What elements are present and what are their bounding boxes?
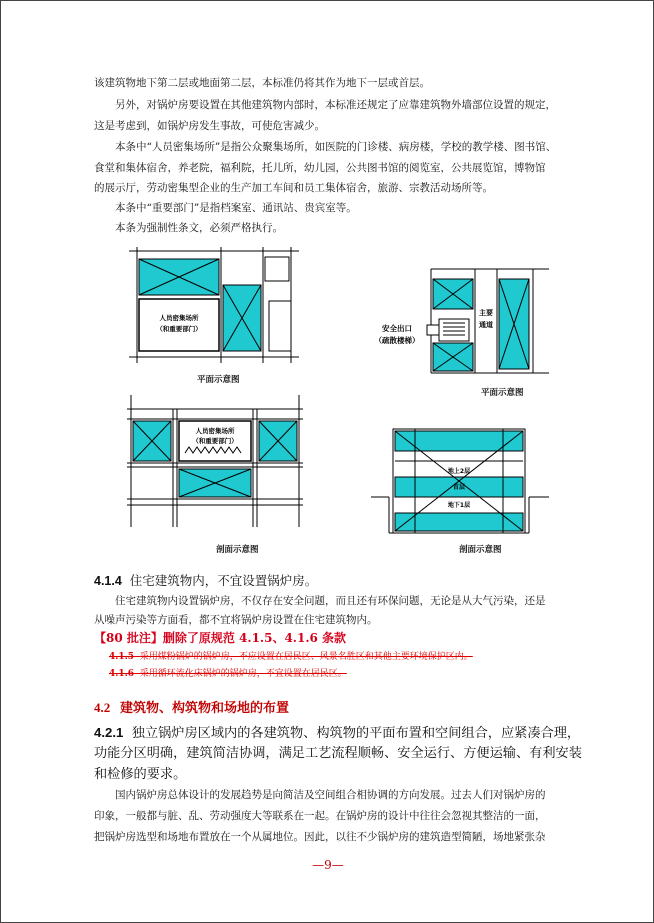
section-title: 建筑物、构筑物和场地的布置 (120, 700, 290, 715)
clause-number: 4.2.1 (94, 725, 124, 740)
clause-text: 和检修的要求。 (94, 767, 187, 782)
paragraph: 的展示厅，劳动密集型企业的生产加工车间和员工集体宿舍，旅游、宗教活动场所等。 (94, 182, 493, 194)
floor-label: 首层 (452, 484, 466, 491)
paragraph: 这是考虑到，如锅炉房发生事故，可使危害减少。 (94, 120, 325, 132)
clause-4-1-4 (94, 571, 317, 591)
figure-caption: 平面示意图 (481, 388, 524, 398)
corridor-label: 通道 (479, 321, 493, 329)
figure-caption: 剖面示意图 (459, 545, 502, 555)
figure-section-1 (127, 395, 303, 533)
paragraph: 印象，一般都与脏、乱、劳动强度大等联系在一起。在锅炉房的设计中往往会忽视其整洁的一面， (94, 810, 546, 822)
figure-plan-1 (129, 247, 299, 369)
floor-label: 地下1层 (447, 502, 471, 509)
figure-plan-2 (373, 265, 549, 377)
clause-text: 独立锅炉房区域内的各建筑物、构筑物的平面布置和空间组合，应紧凑合理， (131, 726, 581, 741)
deleted-clause (109, 649, 473, 662)
revision-note: 【80 批注】删除了原规范 4.1.5、4.1.6 条款 (94, 631, 347, 645)
room-label: （和重要部门） (192, 437, 238, 445)
section-heading (94, 697, 289, 716)
paragraph: 该建筑物地下第二层或地面第二层，本标准仍将其作为地下一层或首层。 (94, 77, 430, 89)
paragraph: 国内锅炉房总体设计的发展趋势是向简洁及空间组合相协调的方向发展。过去人们对锅炉房的 (115, 789, 546, 801)
page-number: —9— (312, 858, 344, 872)
deleted-clause-number: 4.1.5 (109, 652, 135, 662)
floor-label: 地上2层 (447, 468, 471, 475)
paragraph: 本条中“人员密集场所”是指公众聚集场所，如医院的门诊楼、病房楼，学校的教学楼、图书馆、 (115, 141, 557, 153)
paragraph: 把锅炉房选型和场地布置放在一个从属地位。因此，以往不少锅炉房的建筑造型简陋，场地紧张杂 (94, 831, 546, 843)
paragraph: 另外，对锅炉房要设置在其他建筑物内部时，本标准还规定了应靠建筑物外墙部位设置的规定， (115, 99, 556, 111)
corridor-label: 主要 (479, 309, 493, 317)
room-label: 人员密集场所 (195, 427, 235, 435)
paragraph: 食堂和集体宿舍，养老院，福利院，托儿所，幼儿园，公共图书馆的阅览室，公共展览馆，博物馆 (94, 162, 546, 174)
room-label: 人员密集场所 (159, 314, 199, 322)
paragraph: 本条为强制性条文，必须严格执行。 (115, 222, 283, 234)
figure-section-2 (371, 417, 551, 535)
figure-caption: 剖面示意图 (216, 545, 259, 555)
room-label: （和重要部门） (156, 325, 202, 333)
clause-title: 住宅建筑物内，不宜设置锅炉房。 (129, 573, 318, 588)
deleted-clause (109, 666, 347, 679)
deleted-clause-number: 4.1.6 (109, 669, 135, 679)
paragraph: 从噪声污染等方面看，都不宜将锅炉房设置在住宅建筑物内。 (94, 614, 378, 626)
exit-label: （疏散楼梯） (374, 336, 420, 345)
deleted-clause-text: 采用煤粉锅炉的锅炉房，不应设置在居民区、风景名胜区和其他主要环境保护区内。 (139, 652, 473, 662)
clause-text: 功能分区明确，建筑简洁协调，满足工艺流程顺畅、安全运行、方便运输、有利安装 (94, 746, 582, 761)
paragraph: 本条中“重要部门”是指档案室、通讯站、贵宾室等。 (115, 202, 357, 214)
deleted-clause-text: 采用循环流化床锅炉的锅炉房，不宜设置在居民区。 (139, 669, 347, 679)
section-number: 4.2 (94, 700, 111, 715)
clause-number: 4.1.4 (94, 574, 122, 588)
figure-caption: 平面示意图 (197, 375, 240, 385)
clause-4-2-1 (94, 723, 581, 744)
exit-label: 安全出口 (382, 324, 412, 333)
paragraph: 住宅建筑物内设置锅炉房，不仅存在安全问题，而且还有环保问题，无论是从大气污染，还是 (115, 595, 546, 607)
